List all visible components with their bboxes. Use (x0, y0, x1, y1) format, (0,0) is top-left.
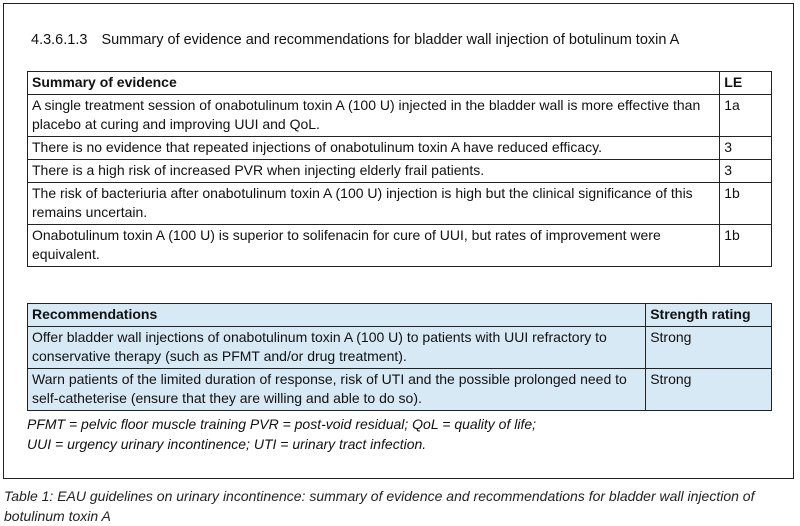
recommendation-text: Warn patients of the limited duration of response, risk of UTI and the possible prolonged need to self-catheterise (ensure that they are willing and able to do so). (28, 369, 646, 411)
evidence-table (27, 71, 772, 267)
table-row (28, 160, 772, 183)
table-row (28, 137, 772, 160)
section-number: 4.3.6.1.3 (31, 32, 88, 48)
table-row (28, 327, 772, 369)
evidence-le: 1b (720, 183, 772, 225)
evidence-le: 1b (720, 225, 772, 267)
abbreviation-footnotes (27, 414, 536, 454)
section-title: Summary of evidence and recommendations for bladder wall injection of botulinum toxin A (101, 32, 680, 48)
evidence-header-summary: Summary of evidence (28, 72, 720, 95)
figure-caption: Table 1: EAU guidelines on urinary incontinence: summary of evidence and recommendations for bladder wall injection of botulinum toxin A (4, 488, 755, 524)
evidence-le: 1a (720, 95, 772, 137)
evidence-text: There is a high risk of increased PVR when injecting elderly frail patients. (28, 160, 720, 183)
recommendation-strength: Strong (646, 327, 772, 369)
recommendations-header-text: Recommendations (28, 304, 646, 327)
recommendations-header-strength: Strength rating (646, 304, 772, 327)
section-heading (31, 32, 679, 48)
table-row (28, 369, 772, 411)
evidence-text: There is no evidence that repeated injections of onabotulinum toxin A have reduced efficacy. (28, 137, 720, 160)
footnote-line: PFMT = pelvic floor muscle training PVR = post-void residual; QoL = quality of life; (27, 416, 537, 432)
recommendations-table (27, 303, 772, 411)
evidence-text: Onabotulinum toxin A (100 U) is superior to solifenacin for cure of UUI, but rates of improvement were equivalent. (28, 225, 720, 267)
table-row (28, 183, 772, 225)
recommendations-header-row (28, 304, 772, 327)
evidence-header-row (28, 72, 772, 95)
footnote-line: UUI = urgency urinary incontinence; UTI = urinary tract infection. (27, 436, 427, 452)
evidence-text: The risk of bacteriuria after onabotulinum toxin A (100 U) injection is high but the clinical significance of this remains uncertain. (28, 183, 720, 225)
evidence-le: 3 (720, 137, 772, 160)
recommendation-text: Offer bladder wall injections of onabotulinum toxin A (100 U) to patients with UUI refractory to conservative therapy (such as PFMT and/or drug treatment). (28, 327, 646, 369)
table-row (28, 95, 772, 137)
evidence-text: A single treatment session of onabotulinum toxin A (100 U) injected in the bladder wall is more effective than placebo at curing and improving UUI and QoL. (28, 95, 720, 137)
table-row (28, 225, 772, 267)
evidence-le: 3 (720, 160, 772, 183)
evidence-header-le: LE (720, 72, 772, 95)
recommendation-strength: Strong (646, 369, 772, 411)
